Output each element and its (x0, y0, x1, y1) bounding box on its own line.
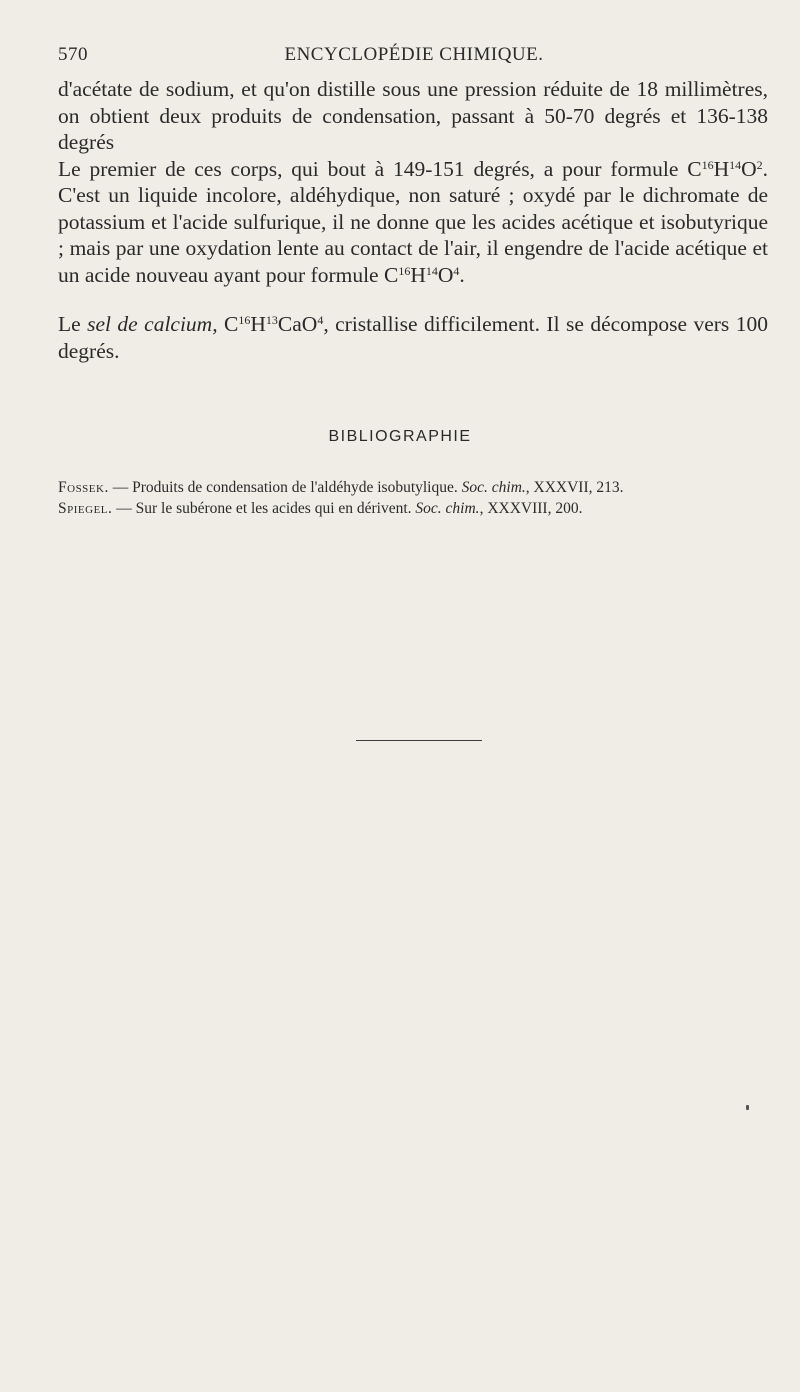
text-segment: C (217, 312, 239, 336)
formula-subscript: 14 (425, 263, 438, 278)
formula-part: O (741, 156, 757, 181)
reference-author: Fossek. (58, 479, 109, 496)
formula-subscript: 16 (701, 157, 714, 172)
bibliography-heading: BIBLIOGRAPHIE (328, 428, 472, 445)
reference-author: Spiegel. (58, 500, 113, 517)
paragraph-condensation-products (58, 76, 768, 288)
section-divider (356, 740, 482, 741)
print-speck (746, 1105, 749, 1110)
formula-part: O (437, 262, 454, 287)
reference-item (58, 498, 768, 519)
reference-journal: Soc. chim. (461, 479, 526, 496)
page-header (58, 44, 770, 68)
formula-part: H (713, 156, 730, 181)
formula-subscript: 16 (238, 313, 251, 327)
formula-subscript: 16 (398, 263, 411, 278)
reference-volume: , XXXVII, 213. (525, 479, 624, 496)
formula-subscript: 14 (729, 157, 742, 172)
reference-volume: , XXXVIII, 200. (479, 500, 583, 517)
reference-title: — Sur le subérone et les acides qui en dérivent. (112, 500, 416, 517)
formula-subscript: 13 (265, 313, 278, 327)
formula-subscript: 2 (756, 157, 763, 172)
text-segment: , cristallise difficilement. Il se décompose vers 100 degrés. (58, 312, 768, 363)
paragraph-calcium-salt (58, 311, 768, 364)
formula-subscript: 4 (453, 263, 460, 278)
text-segment: . (459, 262, 465, 287)
text-segment: Le premier de ces corps, qui bout à 149-151 degrés, a pour formule C (58, 156, 702, 181)
formula-part: CaO (277, 312, 318, 336)
formula-subscript: 4 (317, 313, 324, 327)
page-number: 570 (58, 44, 88, 65)
reference-item (58, 477, 768, 498)
text-segment: d'acétate de sodium, et qu'on distille sous une pression réduite de 18 millimètres, on obtient deux produits de condensation, passant à 50-70 degrés et 136-138 degrés (58, 77, 768, 154)
formula-part: H (250, 312, 266, 336)
text-segment: Le (58, 312, 88, 336)
italic-term: sel de calcium, (87, 312, 218, 336)
reference-journal: Soc. chim. (415, 500, 480, 517)
running-title: ENCYCLOPÉDIE CHIMIQUE. (284, 44, 544, 65)
bibliography-list (58, 477, 768, 519)
formula-part: H (410, 262, 426, 287)
text-segment: . C'est un liquide incolore, aldéhydique, non saturé ; oxydé par le dichromate de potassium et l'acide sulfurique, il ne donne que les acides acétique et isobutyrique ; mais par une oxydation lente au contact de l'air, il engendre de l'acide acétique et un acide nouveau ayant pour formule C (58, 156, 768, 287)
reference-title: — Produits de condensation de l'aldéhyde isobutylique. (108, 479, 462, 496)
